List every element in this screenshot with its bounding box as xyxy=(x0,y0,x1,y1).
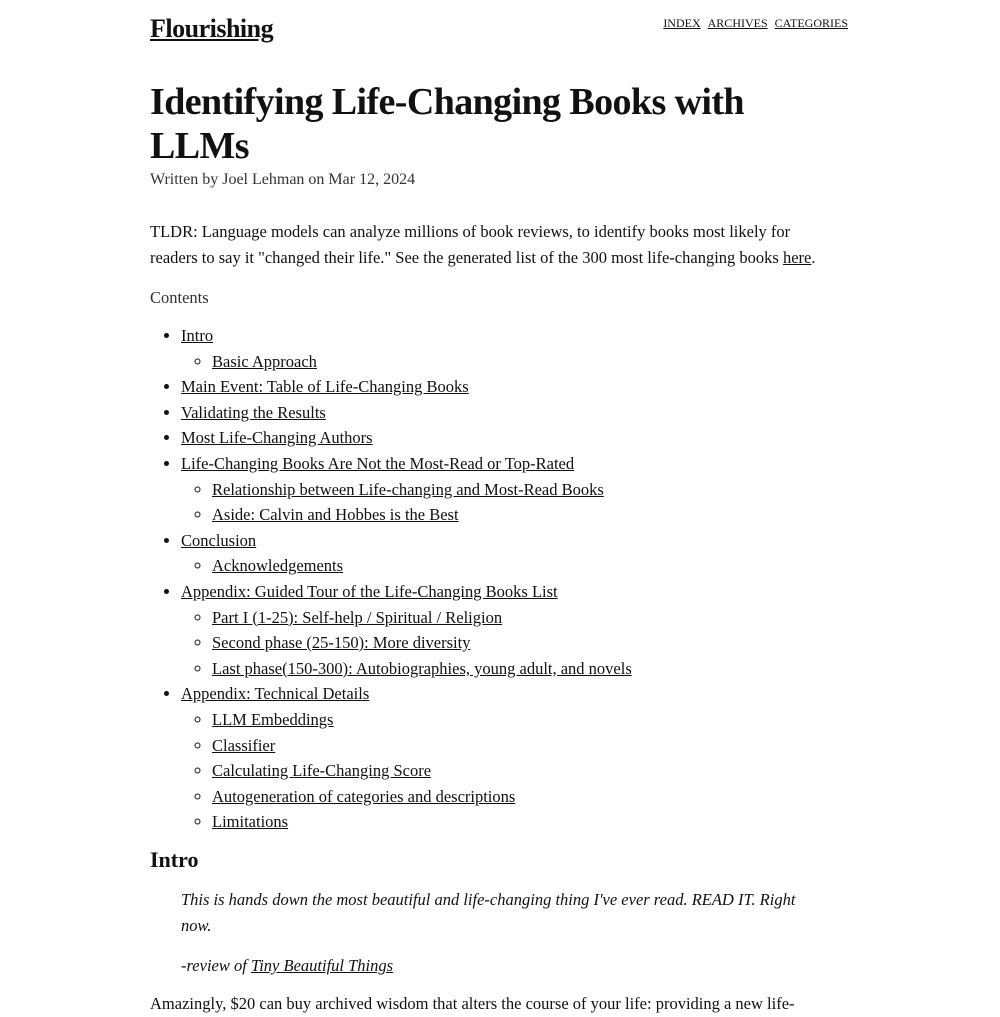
tldr-paragraph xyxy=(150,219,840,271)
toc-item xyxy=(181,374,850,400)
toc-item xyxy=(181,323,850,374)
toc-link[interactable]: Validating the Results xyxy=(181,402,326,422)
toc-sublink[interactable]: Autogeneration of categories and descriptions xyxy=(212,786,516,806)
toc-sublink[interactable]: Relationship between Life-changing and Most-Read Books xyxy=(212,479,604,499)
toc-subitem xyxy=(212,733,850,759)
toc-link[interactable]: Appendix: Technical Details xyxy=(181,684,370,704)
toc-sublist xyxy=(181,349,850,375)
toc-sublink[interactable]: Basic Approach xyxy=(212,351,317,371)
toc-subitem xyxy=(212,758,850,784)
toc-item xyxy=(181,681,850,835)
nav-archives[interactable]: ARCHIVES xyxy=(707,16,768,30)
toc-sublist xyxy=(181,477,850,528)
toc-link[interactable]: Appendix: Guided Tour of the Life-Changing Books List xyxy=(181,581,558,601)
toc-item xyxy=(181,528,850,579)
toc-subitem xyxy=(212,349,850,375)
article-title: Identifying Life-Changing Books with LLMs xyxy=(150,81,744,167)
review-quote: This is hands down the most beautiful and life-changing thing I've ever read. READ IT. Right now. xyxy=(181,889,796,935)
toc-sublink[interactable]: Calculating Life-Changing Score xyxy=(212,761,432,781)
top-nav xyxy=(659,12,850,31)
byline: Written by Joel Lehman on Mar 12, 2024 xyxy=(150,171,416,188)
toc-sublink[interactable]: Limitations xyxy=(212,812,289,832)
toc-subitem xyxy=(212,605,850,631)
toc-sublink[interactable]: Second phase (25-150): More diversity xyxy=(212,633,471,653)
toc-subitem xyxy=(212,477,850,503)
toc-subitem xyxy=(212,707,850,733)
site-title-link[interactable]: Flourishing xyxy=(150,14,274,43)
toc-item xyxy=(181,425,850,451)
contents-label: Contents xyxy=(150,288,209,307)
nav-categories[interactable]: CATEGORIES xyxy=(774,16,848,30)
toc-subitem xyxy=(212,809,850,835)
intro-heading: Intro xyxy=(150,846,199,872)
toc-sublink[interactable]: Aside: Calvin and Hobbes is the Best xyxy=(212,505,459,525)
toc-sublist xyxy=(181,553,850,579)
table-of-contents xyxy=(150,323,850,835)
toc-sublist xyxy=(181,605,850,682)
toc-item xyxy=(181,400,850,426)
intro-paragraph: Amazingly, $20 can buy archived wisdom that alters the course of your life: providing a new life- xyxy=(150,993,795,1013)
toc-sublink[interactable]: Acknowledgements xyxy=(212,556,344,576)
toc-sublink[interactable]: Classifier xyxy=(212,735,276,755)
toc-link[interactable]: Most Life-Changing Authors xyxy=(181,428,373,448)
toc-subitem xyxy=(212,553,850,579)
toc-link[interactable]: Life-Changing Books Are Not the Most-Read or Top-Rated xyxy=(181,453,575,473)
toc-sublink[interactable]: Part I (1-25): Self-help / Spiritual / Religion xyxy=(212,607,503,627)
page-container xyxy=(150,0,850,1017)
toc-link[interactable]: Conclusion xyxy=(181,530,257,550)
toc-link[interactable]: Intro xyxy=(181,326,214,345)
tldr-here-link[interactable]: here xyxy=(782,248,812,267)
toc-subitem xyxy=(212,656,850,682)
toc-item xyxy=(181,451,850,528)
tldr-end: . xyxy=(811,248,816,267)
toc-subitem xyxy=(212,630,850,656)
review-book-link[interactable]: Tiny Beautiful Things xyxy=(250,955,394,975)
toc-subitem xyxy=(212,502,850,528)
tldr-text: TLDR: Language models can analyze millions of book reviews, to identify books most likely for readers to say it "changed their life." See the generated list of the 300 most life-changing books xyxy=(150,222,791,267)
toc-link[interactable]: Main Event: Table of Life-Changing Books xyxy=(181,377,469,397)
toc-item xyxy=(181,579,850,681)
toc-sublink[interactable]: Last phase(150-300): Autobiographies, young adult, and novels xyxy=(212,658,632,678)
toc-sublist xyxy=(181,707,850,835)
toc-subitem xyxy=(212,784,850,810)
nav-index[interactable]: INDEX xyxy=(663,16,701,30)
review-prefix: -review of xyxy=(181,955,251,975)
review-attribution xyxy=(181,953,850,979)
toc-sublink[interactable]: LLM Embeddings xyxy=(212,709,334,729)
site-header xyxy=(150,12,850,68)
